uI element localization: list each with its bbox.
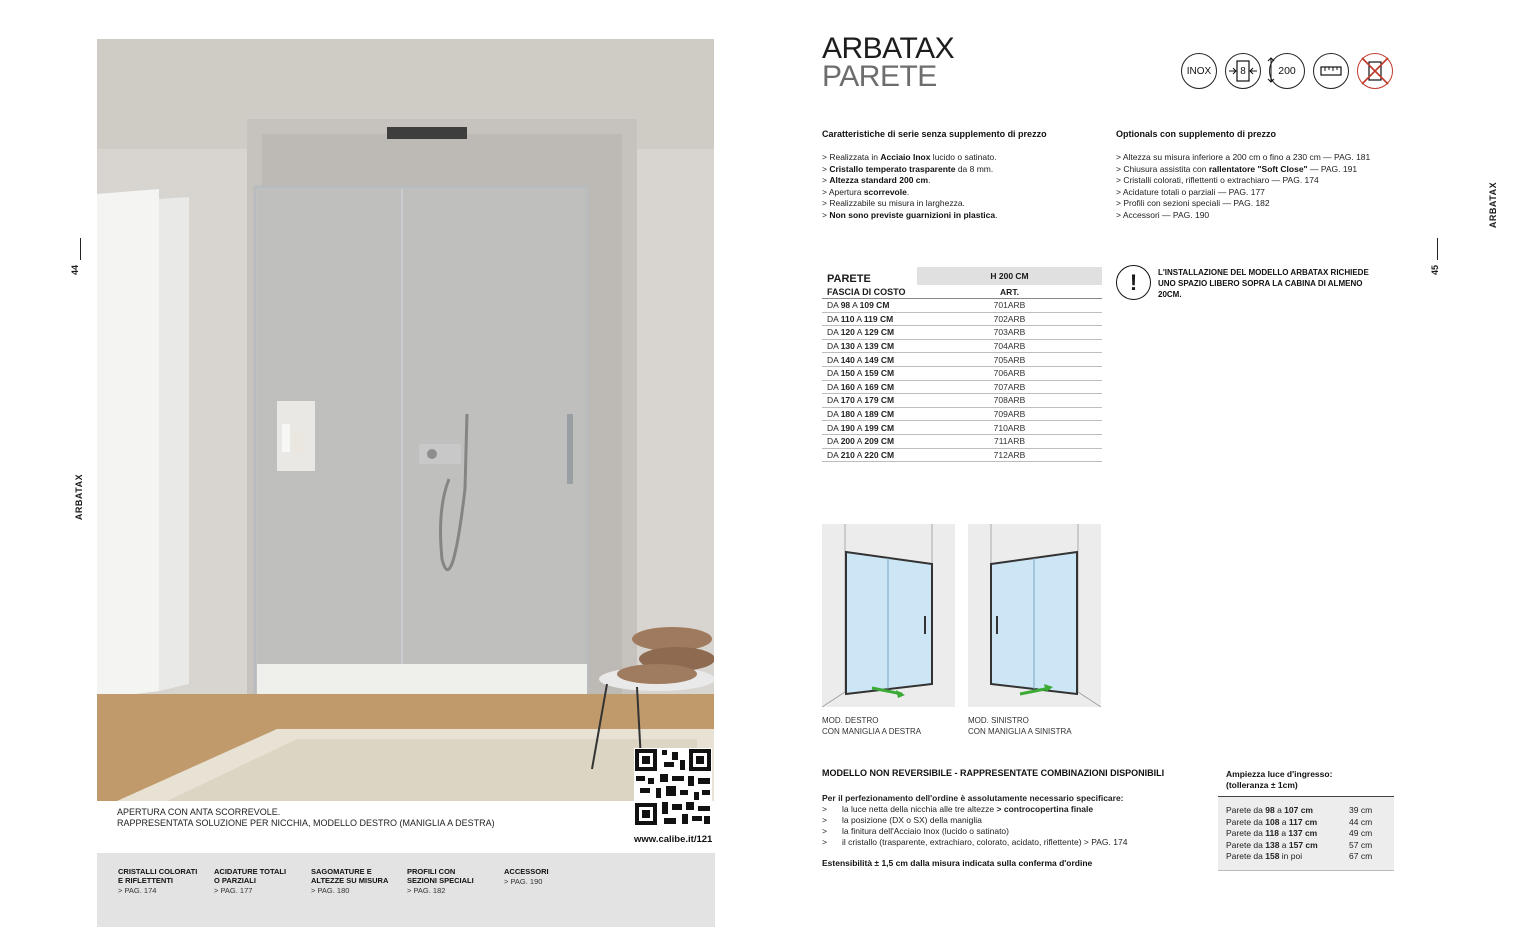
entry-width-value: 39 cm bbox=[1349, 805, 1373, 815]
bullet-marker: > bbox=[822, 804, 827, 814]
article-code: 701ARB bbox=[993, 300, 1026, 311]
range-to: 209 CM bbox=[864, 436, 895, 447]
cost-range bbox=[822, 300, 917, 310]
range-from: 110 bbox=[840, 313, 855, 324]
optional-item-text: > Profili con sezioni speciali — PAG. 182 bbox=[1116, 198, 1270, 208]
cost-range bbox=[822, 395, 917, 405]
entry-width-value: 57 cm bbox=[1349, 839, 1373, 850]
range-prefix: DA bbox=[827, 368, 841, 379]
range-from: 200 bbox=[840, 436, 855, 447]
bullet-text-part: la luce netta della nicchia alle tre altezze bbox=[842, 804, 997, 814]
feature-icons bbox=[1181, 53, 1393, 89]
optional-item bbox=[1116, 210, 1370, 222]
article-code: 704ARB bbox=[993, 341, 1026, 352]
inox-icon: INOX bbox=[1181, 53, 1217, 89]
order-notes-bullets bbox=[822, 804, 1212, 848]
caption-line-1: APERTURA CON ANTA SCORREVOLE. bbox=[117, 807, 281, 817]
range-mid: A bbox=[850, 300, 860, 311]
order-note-bullet bbox=[822, 837, 1212, 848]
range-from: 150 bbox=[840, 368, 855, 379]
table-row bbox=[822, 326, 1102, 340]
optional-features-list bbox=[1116, 152, 1370, 221]
feature-item-bold: Acciaio Inox bbox=[880, 152, 931, 162]
optional-item-text: > Cristalli colorati, riflettenti o extrachiaro — PAG. 174 bbox=[1116, 175, 1319, 185]
bullet-text-bold: > controcopertina finale bbox=[996, 804, 1094, 814]
entry-width-row bbox=[1226, 840, 1394, 852]
caption-line-2: RAPPRESENTATA SOLUZIONE PER NICCHIA, MODELLO DESTRO (MANIGLIA A DESTRA) bbox=[117, 818, 495, 828]
feature-item bbox=[822, 187, 1047, 199]
range-from: 98 bbox=[1265, 805, 1275, 815]
feature-item-text: > bbox=[822, 163, 830, 174]
range-prefix: DA bbox=[827, 409, 841, 420]
optional-item bbox=[1116, 187, 1370, 199]
table-row bbox=[822, 299, 1102, 313]
range-from: 180 bbox=[840, 409, 855, 420]
bullet-text-part: la finitura dell'Acciaio Inox (lucido o satinato) bbox=[842, 826, 1009, 836]
optional-item bbox=[1116, 198, 1370, 210]
order-notes-intro: Per il perfezionamento dell'ordine è assolutamente necessario specificare: bbox=[822, 793, 1124, 803]
optional-item-text: > Altezza su misura inferiore a 200 cm o fino a 230 cm — PAG. 181 bbox=[1116, 152, 1371, 162]
entry-width-range bbox=[1226, 817, 1349, 829]
article-code: 710ARB bbox=[993, 422, 1026, 433]
optional-item-text: > Acidature totali o parziali — PAG. 177 bbox=[1116, 186, 1265, 197]
page-number-rule-left bbox=[80, 238, 81, 260]
feature-item bbox=[822, 152, 1047, 164]
range-prefix: DA bbox=[827, 436, 841, 447]
article-code: 705ARB bbox=[993, 354, 1026, 365]
entry-width-value: 44 cm bbox=[1349, 816, 1373, 827]
range-to: 149 CM bbox=[864, 354, 895, 365]
range-prefix: DA bbox=[827, 395, 841, 406]
shower-photo bbox=[97, 39, 714, 801]
feature-item bbox=[822, 164, 1047, 176]
range-mid: A bbox=[854, 327, 865, 338]
extensibility-note: Estensibilità ± 1,5 cm dalla misura indicata sulla conferma d'ordine bbox=[822, 858, 1093, 868]
cost-range bbox=[822, 423, 917, 433]
cost-range bbox=[822, 314, 917, 324]
range-from: 98 bbox=[840, 300, 851, 311]
table-col2-header: ART. bbox=[1000, 286, 1019, 297]
entry-width-row bbox=[1226, 805, 1394, 817]
table-row bbox=[822, 381, 1102, 395]
range-to: 107 cm bbox=[1284, 805, 1313, 815]
feature-item-text: > Apertura bbox=[822, 186, 864, 197]
optional-item bbox=[1116, 152, 1370, 164]
article-code: 712ARB bbox=[993, 449, 1026, 460]
table-row bbox=[822, 408, 1102, 422]
optional-item bbox=[1116, 175, 1370, 187]
warning-text: L'INSTALLAZIONE DEL MODELLO ARBATAX RICHIEDE UNO SPAZIO LIBERO SOPRA LA CABINA DI ALMENO 20CM. bbox=[1158, 268, 1369, 299]
bullet-text-part: la posizione (DX o SX) della maniglia bbox=[842, 815, 982, 825]
feature-item bbox=[822, 175, 1047, 187]
article-code: 711ARB bbox=[993, 436, 1026, 447]
range-to: 109 CM bbox=[859, 300, 890, 311]
range-prefix: DA bbox=[827, 300, 841, 311]
range-from: 108 bbox=[1265, 816, 1280, 827]
side-label-right: ARBATAX bbox=[1488, 181, 1499, 229]
order-note-bullet bbox=[822, 815, 1212, 826]
standard-features bbox=[822, 129, 1047, 221]
entry-width-range bbox=[1226, 828, 1349, 840]
entry-width-range bbox=[1226, 805, 1349, 817]
feature-item-text-end: . bbox=[928, 175, 931, 185]
table-row bbox=[822, 353, 1102, 367]
bullet-text-part: il cristallo (trasparente, extrachiaro, colorato, acidato, riflettente) > PAG. 174 bbox=[842, 837, 1128, 847]
diagram-left-model bbox=[968, 524, 1101, 707]
range-prefix: DA bbox=[827, 422, 841, 433]
range-to: 139 CM bbox=[864, 341, 895, 352]
product-title: ARBATAX bbox=[822, 32, 955, 65]
price-table bbox=[822, 267, 1102, 462]
feature-item-text: > bbox=[822, 209, 830, 220]
range-to: 117 cm bbox=[1288, 816, 1318, 827]
feature-item bbox=[822, 210, 1047, 222]
page-number-rule-right bbox=[1437, 238, 1438, 260]
range-mid: A bbox=[854, 422, 865, 433]
table-title: PARETE bbox=[827, 273, 871, 285]
optional-features-title: Optionals con supplemento di prezzo bbox=[1116, 129, 1277, 139]
range-mid: a bbox=[1279, 816, 1289, 827]
optional-item bbox=[1116, 164, 1370, 176]
glass-thickness-icon: 8 bbox=[1225, 53, 1261, 89]
range-mid: a bbox=[1279, 839, 1289, 850]
bullet-text bbox=[842, 837, 1127, 848]
range-from: 158 bbox=[1265, 851, 1280, 861]
range-mid: A bbox=[854, 354, 865, 365]
feature-item-text-end: . bbox=[995, 209, 998, 220]
range-mid: A bbox=[854, 341, 865, 352]
range-mid: A bbox=[854, 409, 865, 420]
bullet-marker: > bbox=[822, 826, 827, 836]
bullet-marker: > bbox=[822, 815, 827, 825]
diagram-right-caption: MOD. DESTRO CON MANIGLIA A DESTRA bbox=[822, 716, 922, 736]
footer-item-cristalli[interactable]: CRISTALLI COLORATI E RIFLETTENTI > PAG. 174 bbox=[118, 867, 198, 895]
cost-range bbox=[822, 382, 917, 392]
range-prefix: DA bbox=[827, 449, 841, 460]
range-from: 140 bbox=[840, 354, 855, 365]
table-body bbox=[822, 299, 1102, 462]
range-mid: in poi bbox=[1279, 851, 1303, 861]
cost-range bbox=[822, 436, 917, 446]
range-prefix: DA bbox=[827, 341, 841, 352]
feature-item-text: > bbox=[822, 175, 830, 185]
bullet-marker: > bbox=[822, 837, 827, 847]
table-row bbox=[822, 367, 1102, 381]
optional-item-text: > Chiusura assistita con bbox=[1116, 163, 1209, 174]
footer-item-sagomature[interactable]: SAGOMATURE E ALTEZZE SU MISURA > PAG. 180 bbox=[311, 867, 389, 895]
qr-code[interactable] bbox=[634, 748, 712, 826]
standard-features-list bbox=[822, 152, 1047, 221]
feature-item bbox=[822, 198, 1047, 210]
range-to: 199 CM bbox=[864, 422, 895, 433]
range-from: 120 bbox=[840, 327, 855, 338]
range-prefix: DA bbox=[827, 327, 841, 338]
range-pre: Parete da bbox=[1226, 839, 1266, 850]
range-pre: Parete da bbox=[1226, 851, 1266, 861]
feature-item-bold: Non sono previste guarnizioni in plastica bbox=[829, 209, 996, 220]
side-label-left: ARBATAX bbox=[74, 473, 85, 521]
feature-item-text-end: . bbox=[906, 186, 910, 197]
range-mid: a bbox=[1274, 805, 1285, 815]
cost-range bbox=[822, 341, 917, 351]
entry-width-row bbox=[1226, 817, 1394, 829]
range-mid: a bbox=[1278, 828, 1289, 838]
range-mid: A bbox=[854, 436, 865, 447]
entry-width-range bbox=[1226, 840, 1349, 852]
page-number-left: 44 bbox=[70, 264, 81, 276]
website-link[interactable]: www.calibe.it/121 bbox=[634, 834, 713, 845]
feature-item-text: > Realizzata in bbox=[822, 152, 881, 162]
height-icon: 200 bbox=[1269, 53, 1305, 89]
table-row bbox=[822, 435, 1102, 449]
range-to: 137 cm bbox=[1288, 828, 1318, 838]
order-notes bbox=[822, 768, 1212, 868]
optional-item-text-end: — PAG. 191 bbox=[1307, 163, 1358, 174]
range-mid: A bbox=[854, 381, 865, 392]
article-code: 702ARB bbox=[993, 313, 1026, 324]
product-subtitle: PARETE bbox=[822, 60, 937, 93]
optional-features bbox=[1116, 129, 1370, 221]
article-code: 707ARB bbox=[993, 381, 1026, 392]
cost-range bbox=[822, 355, 917, 365]
range-to: 220 CM bbox=[864, 449, 895, 460]
range-to: 169 CM bbox=[864, 381, 895, 392]
range-from: 138 bbox=[1265, 839, 1280, 850]
table-row bbox=[822, 421, 1102, 435]
range-prefix: DA bbox=[827, 381, 841, 392]
range-from: 210 bbox=[840, 449, 855, 460]
range-prefix: DA bbox=[827, 354, 841, 365]
range-mid: A bbox=[854, 395, 865, 406]
cost-range bbox=[822, 368, 917, 378]
table-col1-header: FASCIA DI COSTO bbox=[827, 286, 906, 297]
entry-width-range bbox=[1226, 851, 1349, 863]
bullet-text bbox=[842, 804, 1093, 815]
range-from: 118 bbox=[1265, 828, 1279, 838]
range-from: 170 bbox=[840, 395, 855, 406]
feature-item-bold: scorrevole bbox=[863, 186, 907, 197]
order-note-bullet bbox=[822, 826, 1212, 837]
order-notes-body bbox=[822, 793, 1212, 848]
entry-width-value: 49 cm bbox=[1349, 828, 1373, 838]
range-to: 129 CM bbox=[864, 327, 895, 338]
table-row bbox=[822, 313, 1102, 327]
range-to: 189 CM bbox=[864, 409, 895, 420]
feature-item-text-end: lucido o satinato. bbox=[930, 152, 997, 162]
standard-features-title: Caratteristiche di serie senza supplemento di prezzo bbox=[822, 129, 1047, 139]
photo-caption bbox=[117, 807, 495, 829]
bullet-text bbox=[842, 826, 1009, 837]
order-note-bullet bbox=[822, 804, 1212, 815]
diagram-left-caption: MOD. SINISTRO CON MANIGLIA A SINISTRA bbox=[968, 716, 1072, 736]
range-to: 119 CM bbox=[863, 313, 894, 324]
page-number-right: 45 bbox=[1430, 264, 1441, 276]
range-pre: Parete da bbox=[1226, 828, 1266, 838]
feature-item-text: > Realizzabile su misura in larghezza. bbox=[822, 198, 965, 208]
footer-item-profili[interactable]: PROFILI CON SEZIONI SPECIALI > PAG. 182 bbox=[407, 867, 474, 895]
footer-item-accessori[interactable]: ACCESSORI > PAG. 190 bbox=[504, 867, 549, 886]
range-pre: Parete da bbox=[1226, 805, 1266, 815]
measure-icon bbox=[1313, 53, 1349, 89]
diagram-right-model bbox=[822, 524, 955, 707]
entry-width-row bbox=[1226, 828, 1394, 840]
feature-item-text-end: da 8 mm. bbox=[955, 163, 994, 174]
cost-range bbox=[822, 327, 917, 337]
range-from: 160 bbox=[840, 381, 855, 392]
feature-item-bold: Cristallo temperato trasparente bbox=[829, 163, 956, 174]
options-footer-band bbox=[97, 853, 715, 927]
entry-width-value: 67 cm bbox=[1349, 851, 1373, 861]
cost-range bbox=[822, 409, 917, 419]
range-to: 159 CM bbox=[864, 368, 895, 379]
warning-icon: ! bbox=[1116, 265, 1151, 300]
table-row bbox=[822, 340, 1102, 354]
article-code: 708ARB bbox=[993, 395, 1026, 406]
range-prefix: DA bbox=[827, 313, 841, 324]
range-mid: A bbox=[854, 368, 865, 379]
table-height-header: H 200 CM bbox=[917, 267, 1102, 285]
entry-width-table bbox=[1218, 796, 1394, 871]
table-row bbox=[822, 394, 1102, 408]
range-to: 157 cm bbox=[1288, 839, 1318, 850]
order-notes-title: MODELLO NON REVERSIBILE - RAPPRESENTATE COMBINAZIONI DISPONIBILI bbox=[822, 768, 1165, 778]
article-code: 706ARB bbox=[993, 368, 1026, 379]
optional-item-bold: rallentatore "Soft Close" bbox=[1208, 163, 1308, 174]
cost-range bbox=[822, 450, 917, 460]
entry-width-title: Ampiezza luce d'ingresso: (tolleranza ± 1cm) bbox=[1226, 769, 1333, 790]
article-code: 709ARB bbox=[993, 409, 1026, 420]
range-mid: A bbox=[854, 449, 865, 460]
range-from: 130 bbox=[840, 341, 855, 352]
article-code: 703ARB bbox=[993, 327, 1026, 338]
optional-item-text: > Accessori — PAG. 190 bbox=[1116, 209, 1210, 220]
table-row bbox=[822, 449, 1102, 463]
bullet-text bbox=[842, 815, 982, 826]
feature-item-bold: Altezza standard 200 cm bbox=[829, 175, 929, 185]
no-gasket-icon bbox=[1357, 53, 1393, 89]
range-pre: Parete da bbox=[1226, 816, 1266, 827]
range-mid: A bbox=[854, 313, 864, 324]
range-to: 179 CM bbox=[864, 395, 895, 406]
footer-item-acidature[interactable]: ACIDATURE TOTALI O PARZIALI > PAG. 177 bbox=[214, 867, 287, 895]
entry-width-row bbox=[1226, 851, 1394, 863]
range-from: 190 bbox=[840, 422, 855, 433]
